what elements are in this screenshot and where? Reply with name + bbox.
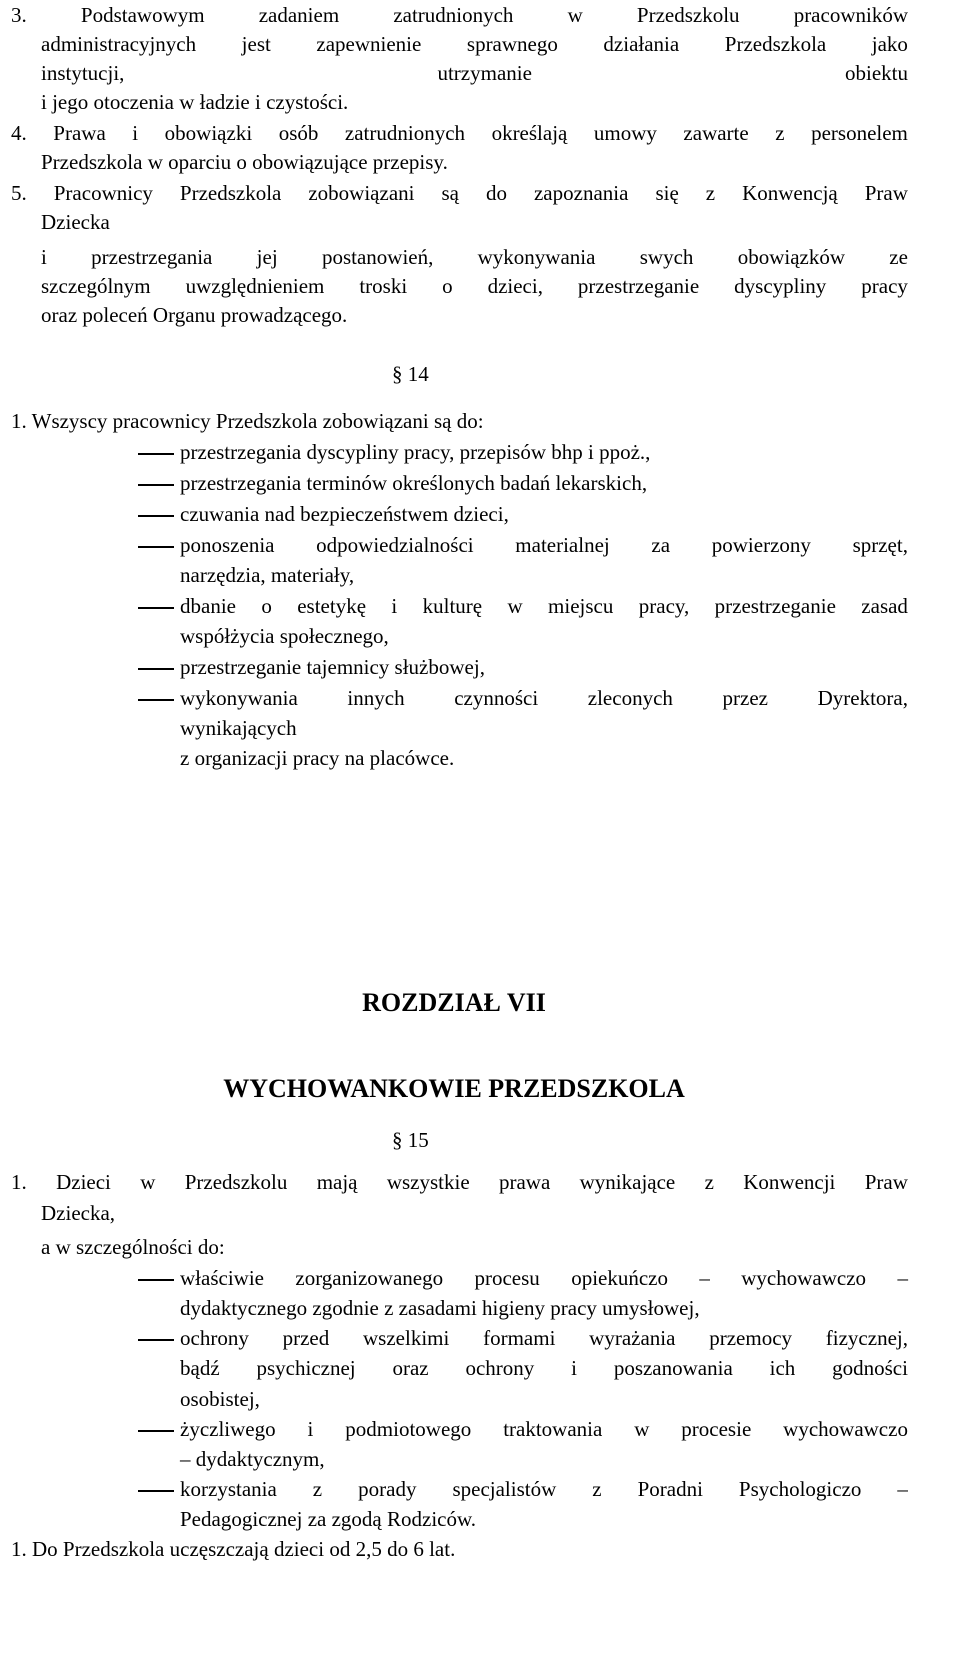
word: specjalistów xyxy=(452,1477,557,1501)
word: 5. xyxy=(11,181,27,205)
word: estetykę xyxy=(297,594,367,618)
p15-bullet2-line1 xyxy=(180,1323,908,1353)
word: wykonywania xyxy=(180,686,298,710)
word: osób xyxy=(278,121,319,145)
word: mają xyxy=(316,1170,358,1194)
word: pracy xyxy=(861,274,908,298)
word: z xyxy=(592,1477,602,1501)
p5-line5: oraz poleceń Organu prowadzącego. xyxy=(41,303,348,327)
dash-bullet xyxy=(138,1490,174,1492)
word: wychowawczo xyxy=(783,1417,908,1441)
word: – xyxy=(897,1477,908,1501)
word: utrzymanie xyxy=(437,61,532,85)
word: przestrzeganie xyxy=(577,274,700,298)
word: administracyjnych xyxy=(41,32,197,56)
p15-bullet2-line3: osobistej, xyxy=(180,1387,260,1411)
word: wychowawczo xyxy=(741,1266,867,1290)
word: zorganizowanego xyxy=(295,1266,444,1290)
word: postanowień, xyxy=(321,245,434,269)
word: troski xyxy=(359,274,408,298)
word: Podstawowym xyxy=(80,3,205,27)
word: przemocy xyxy=(709,1326,793,1350)
word: zadaniem xyxy=(258,3,340,27)
word: miejscu xyxy=(548,594,614,618)
word: z xyxy=(312,1477,323,1501)
word: opiekuńczo xyxy=(571,1266,668,1290)
word: o xyxy=(261,594,272,618)
p15-bullet1-line2: dydaktycznego zgodnie z zasadami higieny pracy umysłowej, xyxy=(180,1296,700,1320)
p14-bullet5-line1 xyxy=(180,591,908,621)
word: i xyxy=(132,121,139,145)
word: formami xyxy=(483,1326,556,1350)
p15-bullet4-line2: Pedagogicznej za zgodą Rodziców. xyxy=(180,1507,477,1531)
word: Przedszkolu xyxy=(636,3,740,27)
word: zawarte xyxy=(683,121,749,145)
p15-bullet3-line2: – dydaktycznym, xyxy=(180,1447,325,1471)
p4-line1 xyxy=(11,118,908,148)
p14-bullet7-line3: z organizacji pracy na placówce. xyxy=(180,746,455,770)
word: ze xyxy=(889,245,908,269)
dash-bullet xyxy=(138,1430,174,1432)
word: innych xyxy=(347,686,405,710)
word: 3. xyxy=(11,3,27,27)
p15-bullet3-line1 xyxy=(180,1414,908,1444)
chapter-title: ROZDZIAŁ VII xyxy=(362,988,546,1017)
word: dzieci, xyxy=(487,274,543,298)
dash-bullet xyxy=(138,546,174,548)
word: zapewnienie xyxy=(316,32,422,56)
word: z xyxy=(775,121,785,145)
word: szczególnym xyxy=(41,274,151,298)
word: ponoszenia xyxy=(180,533,275,557)
word: i xyxy=(41,245,47,269)
p5-line4 xyxy=(41,271,908,301)
word: Prawa xyxy=(53,121,106,145)
word: zobowiązani xyxy=(308,181,415,205)
dash-bullet xyxy=(138,1339,174,1341)
p3-line3 xyxy=(41,58,908,88)
dash-bullet xyxy=(138,453,174,455)
word: pracy, xyxy=(638,594,690,618)
word: powierzony xyxy=(711,533,811,557)
word: i xyxy=(391,594,398,618)
word: Psychologiczo xyxy=(738,1477,862,1501)
word: przestrzegania xyxy=(91,245,213,269)
word: kulturę xyxy=(422,594,483,618)
chapter-subtitle: WYCHOWANKOWIE PRZEDSZKOLA xyxy=(223,1074,685,1103)
word: procesu xyxy=(474,1266,540,1290)
word: i xyxy=(571,1356,577,1380)
word: wyrażania xyxy=(589,1326,676,1350)
word: dbanie xyxy=(180,594,236,618)
word: w xyxy=(140,1170,156,1194)
word: właściwie xyxy=(180,1266,264,1290)
word: podmiotowego xyxy=(345,1417,472,1441)
p5-line2: Dziecka xyxy=(41,210,110,234)
word: ich xyxy=(769,1356,796,1380)
word: określają xyxy=(491,121,568,145)
word: sprzęt, xyxy=(852,533,908,557)
word: jako xyxy=(871,32,908,56)
word: pracowników xyxy=(793,3,908,27)
p15-item1-line3: a w szczególności do: xyxy=(41,1235,225,1259)
word: Przedszkola xyxy=(724,32,827,56)
word: obowiązki xyxy=(164,121,253,145)
word: obowiązków xyxy=(737,245,845,269)
p15-bullet1-line1 xyxy=(180,1263,908,1293)
p5-line3 xyxy=(41,242,908,272)
word: Konwencji xyxy=(743,1170,836,1194)
word: Poradni xyxy=(637,1477,703,1501)
paragraph-14-marker: § 14 xyxy=(392,362,429,386)
word: poszanowania xyxy=(613,1356,733,1380)
word: 1. xyxy=(11,1170,27,1194)
word: uwzględnieniem xyxy=(185,274,325,298)
word: zleconych xyxy=(587,686,673,710)
word: Dyrektora, xyxy=(817,686,908,710)
word: – xyxy=(699,1266,710,1290)
word: zapoznania xyxy=(533,181,629,205)
p15-item1-line2: Dziecka, xyxy=(41,1201,116,1225)
word: w xyxy=(634,1417,650,1441)
dash-bullet xyxy=(138,607,174,609)
word: wszelkimi xyxy=(363,1326,450,1350)
p15-bullet2-line2 xyxy=(180,1353,908,1383)
word: zasad xyxy=(861,594,908,618)
word: wszystkie xyxy=(386,1170,470,1194)
word: psychicznej xyxy=(256,1356,356,1380)
word: 4. xyxy=(11,121,27,145)
dash-bullet xyxy=(138,668,174,670)
word: życzliwego xyxy=(180,1417,276,1441)
word: swych xyxy=(639,245,694,269)
word: bądź xyxy=(180,1356,220,1380)
word: oraz xyxy=(392,1356,429,1380)
p4-line2: Przedszkola w oparciu o obowiązujące przepisy. xyxy=(41,150,448,174)
word: porady xyxy=(358,1477,417,1501)
word: ochrony xyxy=(465,1356,535,1380)
p14-bullet2: przestrzegania terminów określonych badań lekarskich, xyxy=(180,471,648,495)
word: w xyxy=(507,594,523,618)
word: przestrzeganie xyxy=(714,594,836,618)
p14-bullet7-line2: wynikających xyxy=(180,716,297,740)
word: ochrony xyxy=(180,1326,249,1350)
p14-bullet5-line2: współżycia społecznego, xyxy=(180,624,389,648)
paragraph-15-marker: § 15 xyxy=(392,1128,429,1152)
word: za xyxy=(651,533,671,557)
p14-bullet4-line1 xyxy=(180,530,908,560)
word: instytucji, xyxy=(41,61,125,85)
word: odpowiedzialności xyxy=(316,533,474,557)
word: przed xyxy=(282,1326,330,1350)
word: jest xyxy=(241,32,271,56)
dash-bullet xyxy=(138,699,174,701)
word: materialnej xyxy=(515,533,610,557)
word: Przedszkola xyxy=(179,181,282,205)
word: korzystania xyxy=(180,1477,277,1501)
word: obiektu xyxy=(844,61,908,85)
word: umowy xyxy=(593,121,657,145)
word: w xyxy=(567,3,583,27)
word: o xyxy=(442,274,453,298)
dash-bullet xyxy=(138,484,174,486)
word: Konwencją xyxy=(742,181,838,205)
word: i xyxy=(307,1417,314,1441)
word: działania xyxy=(603,32,680,56)
word: Przedszkolu xyxy=(184,1170,288,1194)
p14-bullet1: przestrzegania dyscypliny pracy, przepisów bhp i ppoż., xyxy=(180,440,651,464)
word: z xyxy=(705,181,716,205)
word: traktowania xyxy=(503,1417,603,1441)
word: Praw xyxy=(864,181,908,205)
word: Pracownicy xyxy=(53,181,153,205)
word: fizycznej, xyxy=(825,1326,908,1350)
p15-item1-line1 xyxy=(11,1167,908,1197)
word: czynności xyxy=(454,686,539,710)
word: prawa xyxy=(498,1170,551,1194)
dash-bullet xyxy=(138,515,174,517)
word: wynikające xyxy=(579,1170,676,1194)
word: Dzieci xyxy=(56,1170,111,1194)
p5-line1 xyxy=(11,178,908,208)
word: dyscypliny xyxy=(734,274,827,298)
p15-bullet4-line1 xyxy=(180,1474,908,1504)
word: przez xyxy=(722,686,768,710)
word: sprawnego xyxy=(466,32,558,56)
p14-bullet3: czuwania nad bezpieczeństwem dzieci, xyxy=(180,502,509,526)
word: zatrudnionych xyxy=(393,3,514,27)
word: wykonywania xyxy=(477,245,596,269)
p3-line2 xyxy=(41,29,908,59)
word: jej xyxy=(256,245,278,269)
word: zatrudnionych xyxy=(344,121,466,145)
word: godności xyxy=(832,1356,908,1380)
p14-bullet6: przestrzeganie tajemnicy służbowej, xyxy=(180,655,485,679)
word: – xyxy=(897,1266,908,1290)
p3-line1 xyxy=(11,0,908,30)
p3-line4: i jego otoczenia w ładzie i czystości. xyxy=(41,90,349,114)
word: procesie xyxy=(681,1417,752,1441)
word: z xyxy=(704,1170,714,1194)
word: Praw xyxy=(864,1170,908,1194)
dash-bullet xyxy=(138,1279,174,1281)
word: są xyxy=(441,181,459,205)
word: personelem xyxy=(811,121,908,145)
p15-last-item: 1. Do Przedszkola uczęszczają dzieci od 2,5 do 6 lat. xyxy=(11,1537,456,1561)
word: do xyxy=(485,181,507,205)
p14-bullet7-line1 xyxy=(180,683,908,713)
word: się xyxy=(655,181,679,205)
p14-bullet4-line2: narzędzia, materiały, xyxy=(180,563,355,587)
p14-item1: 1. Wszyscy pracownicy Przedszkola zobowiązani są do: xyxy=(11,409,484,433)
